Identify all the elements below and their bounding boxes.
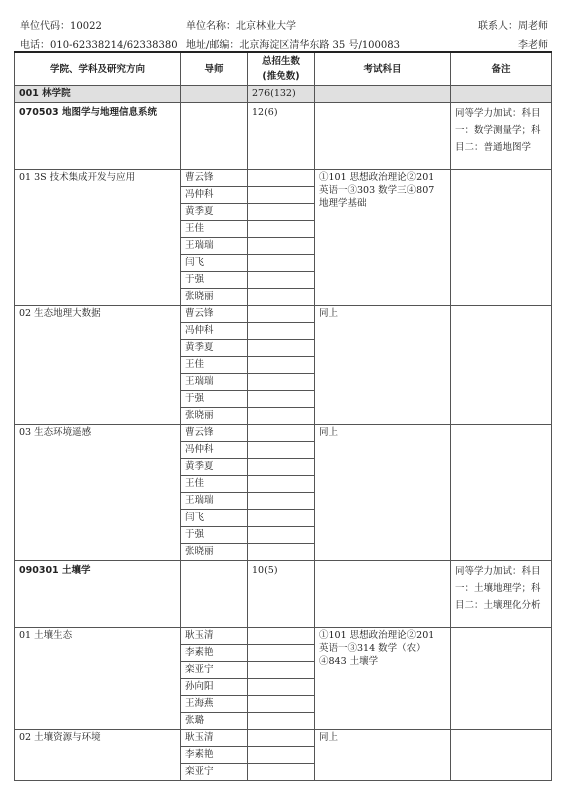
telephone: 电话：010-62338214/62338380	[20, 40, 178, 51]
col-exam: 考试科目	[315, 52, 451, 86]
tutor-name: 王瑞瑞	[181, 374, 248, 391]
tutor-name: 王佳	[181, 221, 248, 238]
address: 地址/邮编：北京海淀区清华东路 35 号/100083	[186, 40, 400, 51]
tutor-name: 闫飞	[181, 255, 248, 272]
tutor-name: 李素艳	[181, 645, 248, 662]
tutor-name: 栾亚宁	[181, 764, 248, 781]
direction-row	[15, 628, 552, 645]
table-header-row	[15, 52, 552, 86]
direction-row	[15, 730, 552, 747]
direction-row	[15, 425, 552, 442]
contact-person-2: 李老师	[518, 40, 548, 51]
tutor-name: 于强	[181, 272, 248, 289]
exam-subjects: ①101 思想政治理论②201 英语一③303 数学三④807 地理学基础	[315, 170, 451, 306]
tutor-name: 黄季夏	[181, 340, 248, 357]
tutor-name: 冯仲科	[181, 323, 248, 340]
col-quota	[248, 52, 315, 86]
major-quota: 10(5)	[248, 561, 315, 628]
tutor-name: 冯仲科	[181, 442, 248, 459]
major-row	[15, 561, 552, 628]
major-row	[15, 103, 552, 170]
direction-name: 02 生态地理大数据	[15, 306, 181, 425]
tutor-name: 黄季夏	[181, 459, 248, 476]
tutor-name: 曹云锋	[181, 306, 248, 323]
tutor-name: 王海燕	[181, 696, 248, 713]
enrollment-table	[14, 51, 552, 781]
tutor-name: 曹云锋	[181, 170, 248, 187]
major-name: 070503 地图学与地理信息系统	[15, 103, 181, 170]
major-quota: 12(6)	[248, 103, 315, 170]
tutor-name: 于强	[181, 391, 248, 408]
major-note: 同等学力加试：科目一：数学测量学；科目二：普通地图学	[451, 103, 552, 170]
direction-name: 01 土壤生态	[15, 628, 181, 730]
tutor-name: 王佳	[181, 476, 248, 493]
exam-subjects: 同上	[315, 425, 451, 561]
tutor-name: 王瑞瑞	[181, 493, 248, 510]
col-remark: 备注	[451, 52, 552, 86]
exam-subjects: 同上	[315, 306, 451, 425]
tutor-name: 曹云锋	[181, 425, 248, 442]
tutor-name: 张璐	[181, 713, 248, 730]
tutor-name: 孙向阳	[181, 679, 248, 696]
direction-row	[15, 306, 552, 323]
col-quota-line2: (推免数)	[262, 71, 300, 82]
tutor-name: 栾亚宁	[181, 662, 248, 679]
unit-code: 单位代码：10022	[20, 21, 102, 32]
direction-name: 03 生态环境遥感	[15, 425, 181, 561]
page-header	[0, 0, 570, 50]
tutor-name: 冯仲科	[181, 187, 248, 204]
tutor-name: 耿玉清	[181, 628, 248, 645]
tutor-name: 闫飞	[181, 510, 248, 527]
tutor-name: 李素艳	[181, 747, 248, 764]
tutor-name: 王佳	[181, 357, 248, 374]
exam-subjects: ①101 思想政治理论②201 英语一③314 数学（农）④843 土壤学	[315, 628, 451, 730]
school-quota: 276(132)	[248, 86, 315, 103]
school-name: 001 林学院	[15, 86, 181, 103]
tutor-name: 张晓丽	[181, 289, 248, 306]
tutor-name: 耿玉清	[181, 730, 248, 747]
exam-subjects: 同上	[315, 730, 451, 781]
direction-name: 01 3S 技术集成开发与应用	[15, 170, 181, 306]
unit-name: 单位名称：北京林业大学	[186, 21, 296, 32]
tutor-name: 张晓丽	[181, 544, 248, 561]
tutor-name: 王瑞瑞	[181, 238, 248, 255]
col-quota-line1: 总招生数	[261, 56, 300, 67]
direction-row	[15, 170, 552, 187]
col-dept: 学院、学科及研究方向	[15, 52, 181, 86]
tutor-name: 张晓丽	[181, 408, 248, 425]
school-row	[15, 86, 552, 103]
major-note: 同等学力加试：科目一：土壤地理学；科目二：土壤理化分析	[451, 561, 552, 628]
col-tutor: 导师	[181, 52, 248, 86]
direction-name: 02 土壤资源与环境	[15, 730, 181, 781]
tutor-name: 黄季夏	[181, 204, 248, 221]
tutor-name: 于强	[181, 527, 248, 544]
contact-person: 联系人：周老师	[478, 21, 548, 32]
major-name: 090301 土壤学	[15, 561, 181, 628]
